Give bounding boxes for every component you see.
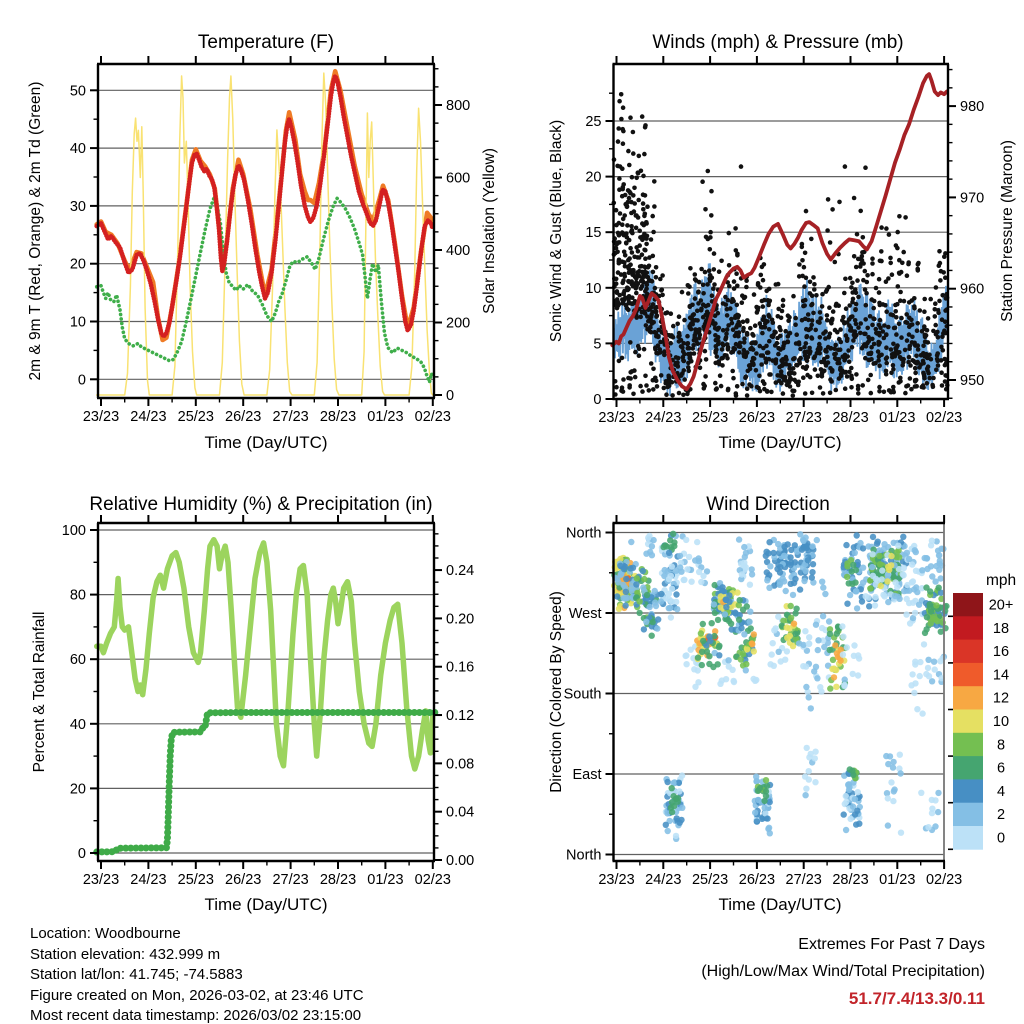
x-axis-label-wind-dir: Time (Day/UTC) [718,895,842,914]
svg-text:15: 15 [585,225,602,242]
svg-text:25/23: 25/23 [691,872,729,888]
svg-text:26/23: 26/23 [225,409,262,425]
svg-text:20: 20 [69,256,86,273]
svg-text:02/23: 02/23 [925,872,963,888]
svg-text:0: 0 [996,830,1006,847]
y-axis-label-rh-left: Percent & Total Rainfall [31,611,48,773]
svg-text:20: 20 [69,781,86,798]
svg-text:100: 100 [61,523,86,539]
svg-text:10: 10 [69,314,86,331]
svg-text:0: 0 [446,388,455,404]
svg-text:02/23: 02/23 [414,409,451,425]
svg-text:North: North [566,525,602,542]
svg-text:14: 14 [992,667,1010,684]
svg-text:600: 600 [446,170,471,187]
svg-text:North: North [566,847,602,864]
svg-text:10: 10 [992,714,1010,730]
svg-text:20+: 20+ [988,597,1014,614]
y-axis-label-solar-right: Solar Insolation (Yellow) [481,148,498,314]
svg-text:27/23: 27/23 [272,409,309,425]
svg-text:25/23: 25/23 [177,409,214,425]
svg-text:0: 0 [593,392,602,408]
svg-text:28/23: 28/23 [832,410,869,426]
x-axis-label-winds: Time (Day/UTC) [718,433,842,452]
svg-text:South: South [563,686,602,703]
y-axis-label-dir-left: Direction (Colored By Speed) [548,591,565,793]
svg-text:28/23: 28/23 [832,872,869,888]
svg-text:20: 20 [585,169,602,186]
svg-text:800: 800 [446,98,471,114]
svg-text:0.04: 0.04 [446,804,475,821]
footer-elevation: Station elevation: 432.999 m [30,945,221,963]
colorbar-title-mph: mph [986,572,1017,589]
svg-text:80: 80 [69,587,86,604]
svg-text:40: 40 [69,716,86,733]
svg-text:01/23: 01/23 [367,409,404,425]
svg-text:10: 10 [585,280,602,297]
extremes-block [565,931,985,1012]
svg-text:30: 30 [69,198,86,215]
svg-text:West: West [568,606,602,623]
footer-created: Figure created on Mon, 2026-03-02, at 23:46 UTC [30,986,364,1004]
svg-text:60: 60 [69,652,86,669]
svg-text:23/23: 23/23 [598,410,635,426]
x-axis-label-rh: Time (Day/UTC) [204,895,328,914]
svg-text:24/23: 24/23 [645,410,682,426]
svg-text:5: 5 [593,336,602,353]
svg-text:2: 2 [996,807,1006,824]
footer-timestamp: Most recent data timestamp: 2026/03/02 23:15:00 [30,1007,362,1024]
svg-text:0.24: 0.24 [446,563,475,580]
svg-text:27/23: 27/23 [272,872,309,888]
svg-text:01/23: 01/23 [879,872,916,888]
svg-text:0: 0 [77,372,86,389]
chart-title-rh-precip: Relative Humidity (%) & Precipitation (in) [89,494,433,515]
svg-text:27/23: 27/23 [785,410,822,426]
svg-text:16: 16 [992,644,1010,661]
svg-text:0.00: 0.00 [446,853,475,869]
footer-location: Location: Woodbourne [30,925,181,942]
svg-text:25: 25 [585,114,602,130]
svg-text:23/23: 23/23 [82,872,120,888]
svg-text:25/23: 25/23 [177,872,214,888]
svg-text:26/23: 26/23 [225,872,262,888]
extremes-subtitle: (High/Low/Max Wind/Total Precipitation) [701,963,985,980]
svg-text:0.16: 0.16 [446,659,475,676]
station-footer [30,924,364,1024]
svg-text:950: 950 [960,373,985,389]
svg-text:24/23: 24/23 [130,409,167,425]
svg-text:27/23: 27/23 [785,872,822,888]
y-axis-label-pressure-right: Station Pressure (Maroon) [999,140,1016,322]
svg-text:8: 8 [996,737,1006,754]
svg-text:28/23: 28/23 [319,409,357,425]
svg-text:25/23: 25/23 [691,410,729,426]
y-axis-label-temp-left: 2m & 9m T (Red, Orange) & 2m Td (Green) [27,81,44,381]
svg-text:200: 200 [446,315,471,332]
svg-text:400: 400 [446,243,471,259]
svg-text:02/23: 02/23 [925,410,963,426]
chart-title-wind-direction: Wind Direction [706,494,830,515]
svg-text:East: East [572,767,602,784]
svg-text:980: 980 [960,99,985,116]
svg-text:18: 18 [992,620,1010,637]
svg-text:02/23: 02/23 [414,872,451,888]
svg-text:01/23: 01/23 [367,872,404,888]
svg-text:0.12: 0.12 [446,708,475,725]
svg-text:01/23: 01/23 [879,410,916,426]
chart-title-winds-pressure: Winds (mph) & Pressure (mb) [652,32,904,53]
svg-text:970: 970 [960,190,985,207]
svg-text:26/23: 26/23 [738,872,776,888]
y-axis-label-wind-left: Sonic Wind & Gust (Blue, Black) [548,119,565,343]
svg-text:28/23: 28/23 [319,872,357,888]
extremes-values: 51.7/7.4/13.3/0.11 [848,989,985,1008]
svg-text:0.08: 0.08 [446,756,475,773]
svg-text:40: 40 [69,141,86,158]
extremes-title: Extremes For Past 7 Days [798,936,985,953]
svg-text:6: 6 [996,760,1006,777]
x-axis-label-temperature: Time (Day/UTC) [204,433,328,452]
svg-text:12: 12 [992,690,1010,707]
svg-text:960: 960 [960,281,985,298]
chart-title-temperature: Temperature (F) [197,32,335,53]
footer-latlon: Station lat/lon: 41.745; -74.5883 [30,966,243,983]
svg-text:24/23: 24/23 [130,872,167,888]
svg-text:0: 0 [77,846,86,862]
svg-text:23/23: 23/23 [598,872,635,888]
svg-text:26/23: 26/23 [738,410,776,426]
svg-text:4: 4 [996,783,1006,800]
svg-text:24/23: 24/23 [645,872,682,888]
svg-text:50: 50 [69,83,86,100]
svg-text:0.20: 0.20 [446,611,475,628]
svg-text:23/23: 23/23 [82,409,120,425]
